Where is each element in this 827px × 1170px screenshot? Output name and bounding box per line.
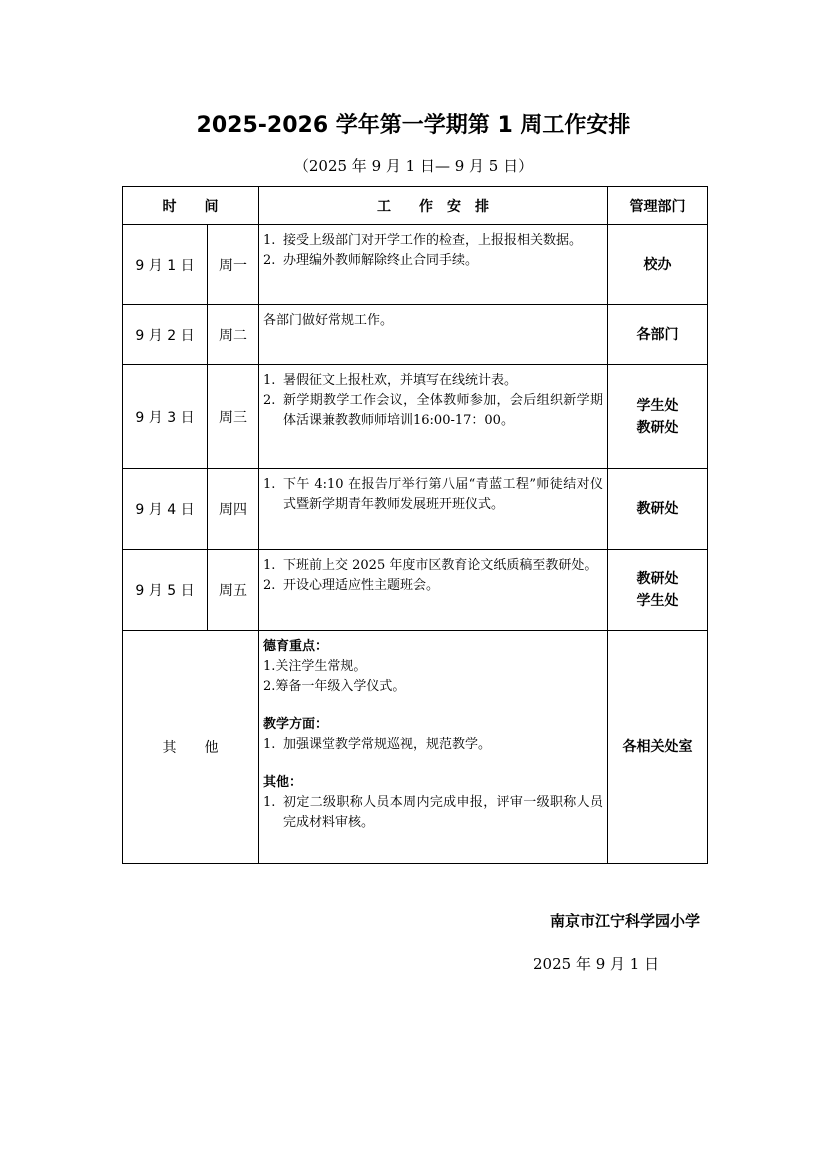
footer-date: 2025 年 9 月 1 日 — [533, 955, 660, 973]
table-row — [123, 469, 708, 550]
row-dept: 教研处 学生处 — [608, 550, 708, 631]
list-item: 1.关注学生常规。 — [263, 659, 367, 674]
list-item: 1. 下午 4:10 在报告厅举行第八届“青蓝工程”师徒结对仪式暨新学期青年教师发展班开班仪式。 — [263, 477, 603, 512]
header-row — [123, 187, 708, 225]
row-work — [259, 550, 608, 631]
row-date: 9 月 3 日 — [123, 365, 208, 469]
other-dept: 各相关处室 — [608, 631, 708, 864]
row-work — [259, 305, 608, 365]
row-work — [259, 469, 608, 550]
list-item: 1. 初定二级职称人员本周内完成申报，评审一级职称人员完成材料审核。 — [263, 795, 603, 830]
table-row-other — [123, 631, 708, 864]
list-item: 1. 暑假征文上报杜欢，并填写在线统计表。 — [263, 373, 518, 388]
list-item: 1. 接受上级部门对开学工作的检查，上报报相关数据。 — [263, 233, 583, 248]
row-work — [259, 225, 608, 305]
list-item: 2. 办理编外教师解除终止合同手续。 — [263, 253, 479, 268]
other-work — [259, 631, 608, 864]
table-row — [123, 225, 708, 305]
date-range: （2025 年 9 月 1 日— 9 月 5 日） — [293, 157, 534, 175]
table-row — [123, 550, 708, 631]
section-moral — [263, 637, 603, 697]
list-item: 2. 新学期教学工作会议，全体教师参加，会后组织新学期体活课兼教教师师培训16:00-17：00。 — [263, 393, 603, 428]
table-row — [123, 305, 708, 365]
row-dept: 校办 — [608, 225, 708, 305]
row-day: 周五 — [208, 550, 259, 631]
list-item: 1. 加强课堂教学常规巡视，规范教学。 — [263, 737, 492, 752]
row-day: 周三 — [208, 365, 259, 469]
list-item: 2.筹备一年级入学仪式。 — [263, 679, 406, 694]
section-heading: 其他： — [263, 775, 303, 790]
section-heading: 教学方面： — [263, 717, 329, 732]
section-heading: 德育重点： — [263, 639, 329, 654]
row-dept: 学生处 教研处 — [608, 365, 708, 469]
row-date: 9 月 1 日 — [123, 225, 208, 305]
list-item: 2. 开设心理适应性主题班会。 — [263, 578, 440, 593]
row-day: 周二 — [208, 305, 259, 365]
header-dept: 管理部门 — [608, 187, 708, 225]
header-time: 时 间 — [123, 187, 259, 225]
row-date: 9 月 5 日 — [123, 550, 208, 631]
header-work: 工 作 安 排 — [259, 187, 608, 225]
row-date: 9 月 4 日 — [123, 469, 208, 550]
row-dept: 各部门 — [608, 305, 708, 365]
section-teaching — [263, 715, 603, 755]
row-day: 周一 — [208, 225, 259, 305]
row-work — [259, 365, 608, 469]
schedule-table — [122, 186, 708, 864]
table-row — [123, 365, 708, 469]
row-day: 周四 — [208, 469, 259, 550]
list-item: 1. 下班前上交 2025 年度市区教育论文纸质稿至教研处。 — [263, 558, 598, 573]
row-date: 9 月 2 日 — [123, 305, 208, 365]
row-dept: 教研处 — [608, 469, 708, 550]
other-label: 其 他 — [123, 631, 259, 864]
footer-organization: 南京市江宁科学园小学 — [549, 912, 700, 930]
page-title: 2025-2026 学年第一学期第 1 周工作安排 — [196, 113, 631, 138]
section-other — [263, 773, 603, 833]
row-text: 各部门做好常规工作。 — [263, 313, 394, 328]
